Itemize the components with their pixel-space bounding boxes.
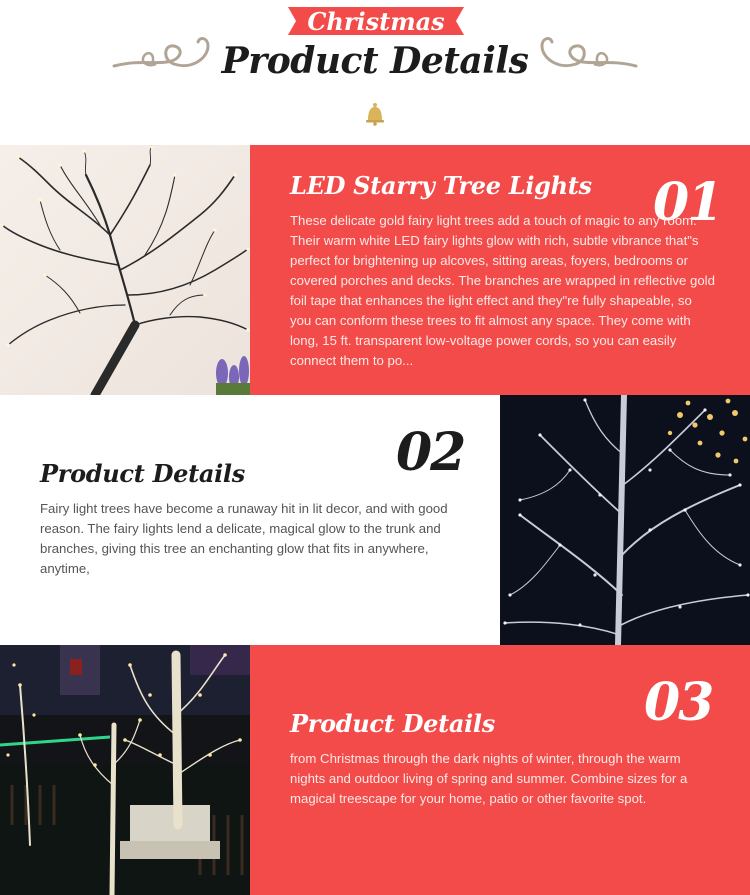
section-title: Product Details: [40, 459, 245, 488]
section-title: LED Starry Tree Lights: [290, 171, 592, 200]
section-number: 01: [653, 172, 722, 233]
swirl-ornament-right-icon: [528, 36, 638, 84]
outdoor-lit-trees-photo: [0, 645, 250, 895]
section-body: Fairy light trees have become a runaway hit in lit decor, and with good reason. The fairy lights lend a delicate, magical glow to the trunk and branches, giving this tree an enchanting glow that fits in anywhere, anytime,: [40, 501, 448, 576]
section-body: These delicate gold fairy light trees add a touch of magic to any room. Their warm white LED fairy lights glow with rich, subtle vibrance that"s perfect for brightening up alcoves, sitting areas, foyers, bedrooms or covered porches and decks. The branches are wrapped in reflective gold foil tape that enhances the light effect and they"re fully shapeable, so you can conform these trees to fit almost any space. They come with long, 15 ft. transparent low-voltage power cords, so you can easily connect them to po...: [290, 213, 715, 368]
section-number: 03: [644, 672, 713, 733]
section-02: [0, 395, 750, 645]
section-02-panel: [0, 395, 500, 645]
bell-icon: [364, 102, 386, 126]
section-title: Product Details: [290, 709, 495, 738]
branch-tree-lamp-photo: [0, 145, 250, 395]
section-01: [0, 145, 750, 395]
section-01-panel: [250, 145, 750, 395]
section-number: 02: [396, 422, 465, 483]
lit-birch-tree-photo: [500, 395, 750, 645]
section-body: from Christmas through the dark nights of winter, through the warm nights and outdoor living of spring and summer. Combine sizes for a magical treescape for your home, patio or other favorite spot.: [290, 751, 688, 806]
section-03-panel: [250, 645, 750, 895]
page-title: Product Details: [221, 40, 529, 82]
page-header: [0, 0, 750, 145]
ribbon-label: Christmas: [307, 6, 445, 36]
section-03: [0, 645, 750, 895]
